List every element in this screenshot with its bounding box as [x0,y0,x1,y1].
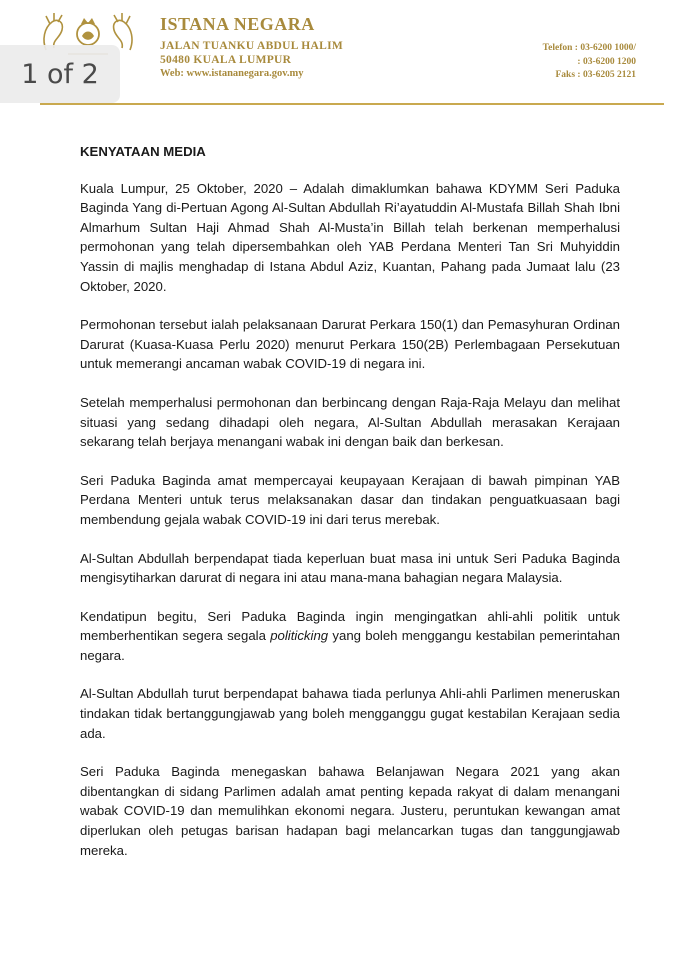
page-indicator: 1 of 2 [0,45,120,103]
org-name: ISTANA NEGARA [160,14,315,34]
document-title: KENYATAAN MEDIA [80,144,206,159]
address-line-1: JALAN TUANKU ABDUL HALIM [160,40,344,52]
letterhead-divider [40,103,664,105]
paragraph: Seri Paduka Baginda menegaskan bahawa Belanjawan Negara 2021 yang akan dibentangkan di sidang Parlimen adalah amat penting kepada rakyat di dalam menangani wabak COVID-19 dan memulihkan ekonomi negara. Justeru, peruntukan kewangan amat diperlukan oleh petugas barisan hadapan bagi melancarkan tugas dan tanggungjawab mereka. [80,764,620,858]
paragraph: Al-Sultan Abdullah berpendapat tiada keperluan buat masa ini untuk Seri Paduka Baginda mengisytiharkan darurat di negara ini atau mana-mana bahagian negara Malaysia. [80,550,620,586]
address-line-2: 50480 KUALA LUMPUR [160,54,292,66]
faks-row [543,69,636,83]
faks-label: Faks : [555,70,581,80]
paragraph: Kuala Lumpur, 25 Oktober, 2020 – Adalah dimaklumkan bahawa KDYMM Seri Paduka Baginda Yang di-Pertuan Agong Al-Sultan Abdullah Ri’ayatuddin Al-Mustafa Billah Shah Ibni Almarhum Sultan Haji Ahmad Shah Al-Musta’in Billah telah berkenan memperhalusi permohonan yang telah dipersembahkan oleh YAB Perdana Menteri Tan Sri Muhyiddin Yassin di majlis menghadap di Istana Abdul Aziz, Kuantan, Pahang pada Jumaat lalu (23 Oktober, 2020. [80,180,620,294]
contact-details [543,42,636,83]
paragraph: Setelah memperhalusi permohonan dan berbincang dengan Raja-Raja Melayu dan melihat situasi yang sedang dihadapi oleh negara, Al-Sultan Abdullah merasakan Kerajaan sekarang telah berjaya menangani wabak ini dengan baik dan berkesan. [80,394,620,450]
paragraph-text: Kendatipun begitu, Seri Paduka Baginda ingin mengingatkan ahli-ahli politik untuk memberhentikan segera segala [80,608,620,644]
website: Web: www.istananegara.gov.my [160,68,304,79]
paragraph: Al-Sultan Abdullah turut berpendapat bahawa tiada perlunya Ahli-ahli Parlimen meneruskan tindakan tidak bertanggungjawab yang boleh mengganggu gugat kestabilan Kerajaan sedia ada. [80,686,620,741]
telefon-row [543,42,636,56]
telefon-number-2: : 03-6200 1200 [577,56,636,67]
document-body [80,142,620,879]
faks-number: 03-6205 2121 [582,70,636,80]
paragraph-text: yang boleh menggangu kestabilan pemerintahan negara. [80,628,620,663]
telefon-label: Telefon : [542,43,578,53]
telefon-number-1: 03-6200 1000/ [580,43,636,53]
org-details [160,14,343,81]
paragraph: Seri Paduka Baginda amat mempercayai keupayaan Kerajaan di bawah pimpinan YAB Perdana Menteri untuk terus melaksanakan dasar dan tindakan penguatkuasaan bagi membendung gejala wabak COVID-19 ini dari terus merebak. [80,472,620,527]
telefon-row-2 [543,56,636,70]
paragraph: Permohonan tersebut ialah pelaksanaan Darurat Perkara 150(1) dan Pemasyhuran Ordinan Darurat (Kuasa-Kuasa Perlu 2020) menurut Perkara 150(2B) Perlembagaan Persekutuan untuk memerangi ancaman wabak COVID-19 di negara ini. [80,317,620,372]
paragraph [80,607,620,666]
italic-term: politicking [270,628,329,644]
